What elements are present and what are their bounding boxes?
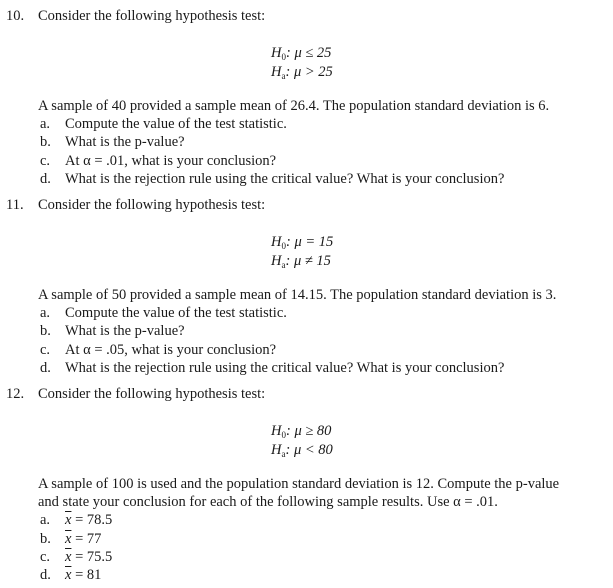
- part-text: At α = .01, what is your conclusion?: [65, 153, 277, 169]
- part-text: What is the rejection rule using the critical value? What is your conclusion?: [65, 360, 505, 376]
- part-text: What is the rejection rule using the critical value? What is your conclusion?: [65, 171, 505, 187]
- problem-description-line: and state your conclusion for each of the following sample results. Use α = .01.: [38, 494, 498, 510]
- problem-number: 10.: [6, 8, 25, 24]
- part-letter: b.: [40, 323, 51, 339]
- part-text: Compute the value of the test statistic.: [65, 305, 287, 321]
- part-letter: d.: [40, 567, 51, 583]
- sample-result: $\overline{x} = 75.5$: [65, 549, 113, 565]
- part-letter: a.: [40, 305, 51, 321]
- part-text: What is the p-value?: [65, 323, 185, 339]
- part-letter: c.: [40, 153, 51, 169]
- part-text: Compute the value of the test statistic.: [65, 116, 287, 132]
- sample-result: $\overline{x} = 81$: [65, 567, 102, 583]
- part-text: At α = .05, what is your conclusion?: [65, 342, 277, 358]
- problem-description: A sample of 40 provided a sample mean of 26.4. The population standard deviation is 6.: [38, 98, 550, 114]
- part-letter: d.: [40, 360, 51, 376]
- part-letter: c.: [40, 549, 51, 565]
- part-letter: b.: [40, 134, 51, 150]
- part-letter: c.: [40, 342, 51, 358]
- problem-prompt: Consider the following hypothesis test:: [38, 197, 266, 213]
- part-letter: a.: [40, 512, 51, 528]
- null-hypothesis: $H_0$: μ ≤ 25: [271, 45, 332, 62]
- alternative-hypothesis: $H_a$: μ > 25: [271, 64, 333, 81]
- part-letter: d.: [40, 171, 51, 187]
- problem-number: 11.: [6, 197, 24, 213]
- null-hypothesis: $H_0$: μ = 15: [271, 234, 334, 251]
- alternative-hypothesis: $H_a$: μ ≠ 15: [271, 253, 331, 270]
- part-letter: a.: [40, 116, 51, 132]
- problem-description-line: A sample of 100 is used and the population standard deviation is 12. Compute the p-value: [38, 476, 560, 492]
- sample-result: $\overline{x} = 78.5$: [65, 512, 113, 528]
- problem-prompt: Consider the following hypothesis test:: [38, 386, 266, 402]
- part-text: What is the p-value?: [65, 134, 185, 150]
- alternative-hypothesis: $H_a$: μ < 80: [271, 442, 333, 459]
- sample-result: $\overline{x} = 77$: [65, 531, 102, 547]
- problem-prompt: Consider the following hypothesis test:: [38, 8, 266, 24]
- null-hypothesis: $H_0$: μ ≥ 80: [271, 423, 332, 440]
- problem-description: A sample of 50 provided a sample mean of 14.15. The population standard deviation is 3.: [38, 287, 557, 303]
- part-letter: b.: [40, 531, 51, 547]
- problem-number: 12.: [6, 386, 25, 402]
